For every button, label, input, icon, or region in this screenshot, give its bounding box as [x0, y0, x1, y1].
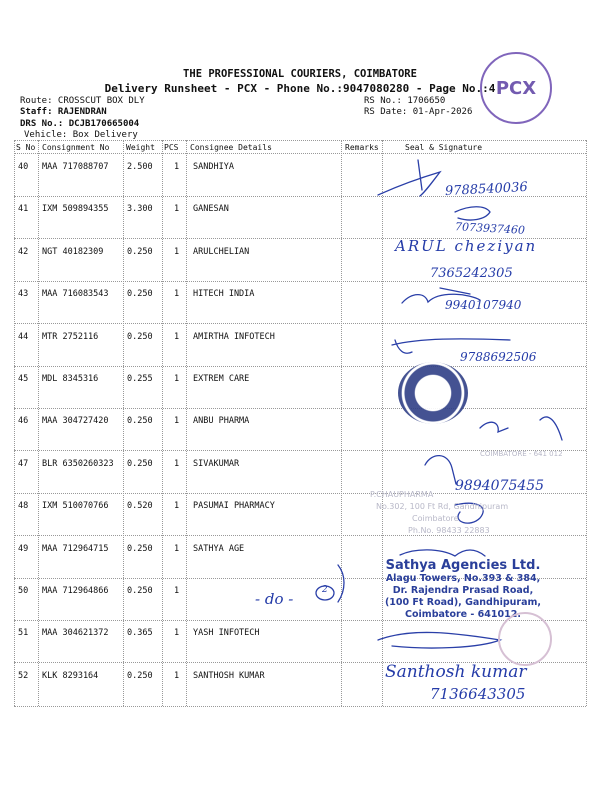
- row-consignee: YASH INFOTECH: [193, 628, 260, 639]
- row-consignment-no: IXM 509894355: [42, 204, 109, 215]
- handwritten-name: Santhosh kumar: [385, 662, 527, 682]
- pcx-stamp: PCX: [480, 52, 552, 124]
- row-weight: 0.250: [127, 586, 153, 596]
- row-consignee: ARULCHELIAN: [193, 246, 250, 257]
- row-consignment-no: MTR 2752116: [42, 331, 99, 342]
- row-pcs: 1: [174, 289, 180, 300]
- row-sno: 45: [18, 374, 29, 384]
- row-consignment-no: MAA 712964866: [42, 586, 109, 596]
- row-consignment-no: KLK 8293164: [42, 670, 99, 681]
- faint-stamp-text: Ph.No. 98433 22883: [408, 526, 490, 535]
- row-consignment-no: MAA 304621372: [42, 628, 109, 639]
- row-pcs: 1: [174, 246, 180, 257]
- row-consignment-no: MDL 8345316: [42, 374, 99, 384]
- row-weight: 3.300: [127, 204, 153, 215]
- signature-scribble: [455, 207, 490, 220]
- row-sno: 43: [18, 289, 29, 300]
- row-consignee: AMIRTHA INFOTECH: [193, 331, 275, 342]
- row-sno: 47: [18, 458, 29, 469]
- col-header-sno: S No: [16, 143, 36, 152]
- signature-scribble: [400, 550, 485, 556]
- row-consignment-no: NGT 40182309: [42, 246, 104, 257]
- handwritten-phone: 9940107940: [445, 298, 522, 312]
- handwritten-phone: 7073937460: [454, 220, 526, 237]
- row-consignment-no: MAA 716083543: [42, 289, 109, 300]
- row-weight: 0.250: [127, 458, 153, 469]
- stamp-address-line: Alagu Towers, No.393 & 384,: [385, 573, 541, 584]
- handwritten-phone: 9788540036: [444, 179, 529, 200]
- row-consignee: GANESAN: [193, 204, 229, 215]
- row-consignment-no: MAA 304727420: [42, 416, 109, 427]
- row-weight: 0.250: [127, 670, 153, 681]
- row-consignee: SIVAKUMAR: [193, 458, 240, 469]
- row-pcs: 1: [174, 374, 180, 384]
- col-header-pcs: PCS: [164, 143, 179, 152]
- row-weight: 0.255: [127, 374, 153, 384]
- signature-scribble: [378, 632, 500, 648]
- handwritten-phone: 7365242305: [430, 266, 513, 281]
- faint-stamp-text: P.CHAUPHARMA: [370, 490, 434, 499]
- row-weight: 0.250: [127, 289, 153, 300]
- row-pcs: 1: [174, 331, 180, 342]
- signature-scribble: [425, 456, 456, 484]
- row-consignee: HITECH INDIA: [193, 289, 255, 300]
- handwritten-phone: 9894075455: [455, 478, 545, 494]
- row-weight: 0.520: [127, 501, 153, 512]
- stamp-address-line: Coimbatore - 641012.: [405, 609, 521, 620]
- drs-number: DRS No.: DCJB170665004: [20, 119, 140, 129]
- row-sno: 41: [18, 204, 29, 215]
- stamp-address-line: Dr. Rajendra Prasad Road,: [392, 585, 534, 596]
- faint-stamp-text: Coimbatore: [412, 514, 459, 523]
- signature-scribble: [378, 160, 440, 196]
- staff-label: Staff: RAJENDRAN: [20, 107, 107, 117]
- row-pcs: 1: [174, 162, 180, 172]
- row-weight: 0.250: [127, 331, 153, 342]
- row-pcs: 1: [174, 543, 180, 554]
- row-consignment-no: MAA 717088707: [42, 162, 109, 172]
- handwritten-ditto: - do -: [255, 590, 294, 608]
- row-weight: 0.250: [127, 246, 153, 257]
- row-pcs: 1: [174, 501, 180, 512]
- faint-stamp-text: COIMBATORE - 641 012: [480, 450, 563, 458]
- row-pcs: 1: [174, 416, 180, 427]
- runsheet-title: Delivery Runsheet - PCX - Phone No.:9047080280 - Page No.:4: [104, 82, 496, 95]
- row-consignment-no: IXM 510070766: [42, 501, 109, 512]
- faint-stamp-text: No.302, 100 Ft Rd, Gandhipuram: [376, 502, 509, 511]
- row-sno: 52: [18, 670, 29, 681]
- col-header-weight: Weight: [126, 143, 155, 152]
- row-consignment-no: MAA 712964715: [42, 543, 109, 554]
- row-weight: 0.250: [127, 543, 153, 554]
- col-header-seal-signature: Seal & Signature: [405, 143, 483, 152]
- faint-round-seal: [498, 612, 552, 666]
- col-header-consignment: Consignment No: [42, 143, 110, 152]
- row-weight: 0.365: [127, 628, 153, 639]
- row-consignee: SANTHOSH KUMAR: [193, 670, 265, 681]
- row-pcs: 1: [174, 586, 180, 596]
- row-sno: 40: [18, 162, 29, 172]
- signature-scribble: [480, 417, 562, 440]
- col-header-remarks: Remarks: [345, 143, 379, 152]
- row-sno: 42: [18, 246, 29, 257]
- stamp-company-name: Sathya Agencies Ltd.: [385, 558, 541, 573]
- rs-date: RS Date: 01-Apr-2026: [364, 107, 473, 117]
- row-weight: 0.250: [127, 416, 153, 427]
- row-pcs: 1: [174, 628, 180, 639]
- stamp-address-line: (100 Ft Road), Gandhipuram,: [384, 597, 542, 608]
- row-sno: 50: [18, 586, 29, 596]
- row-sno: 48: [18, 501, 29, 512]
- row-pcs: 1: [174, 670, 180, 681]
- route-label: Route: CROSSCUT BOX DLY: [20, 96, 145, 106]
- row-sno: 46: [18, 416, 29, 427]
- vehicle-label: Vehicle: Box Delivery: [24, 130, 138, 140]
- row-sno: 51: [18, 628, 29, 639]
- company-round-seal: [398, 362, 468, 424]
- row-pcs: 1: [174, 458, 180, 469]
- handwritten-name: ARUL cheziyan: [395, 237, 538, 255]
- row-consignee: EXTREM CARE: [193, 374, 250, 384]
- signature-scribble: [338, 565, 344, 602]
- handwritten-phone: 7136643305: [430, 685, 526, 703]
- rs-number: RS No.: 1706650: [364, 96, 446, 106]
- row-consignment-no: BLR 6350260323: [42, 458, 114, 469]
- company-title: THE PROFESSIONAL COURIERS, COIMBATORE: [183, 68, 417, 80]
- row-consignee: SANDHIYA: [193, 162, 234, 172]
- handwritten-phone: 9788692506: [460, 350, 537, 364]
- row-sno: 49: [18, 543, 29, 554]
- row-pcs: 1: [174, 204, 180, 215]
- row-weight: 2.500: [127, 162, 153, 172]
- row-consignee: SATHYA AGE: [193, 543, 245, 554]
- row-consignee: PASUMAI PHARMACY: [193, 501, 275, 512]
- handwritten-ditto-number: 2: [322, 585, 328, 595]
- row-consignee: ANBU PHARMA: [193, 416, 250, 427]
- row-sno: 44: [18, 331, 29, 342]
- col-header-consignee: Consignee Details: [190, 143, 272, 152]
